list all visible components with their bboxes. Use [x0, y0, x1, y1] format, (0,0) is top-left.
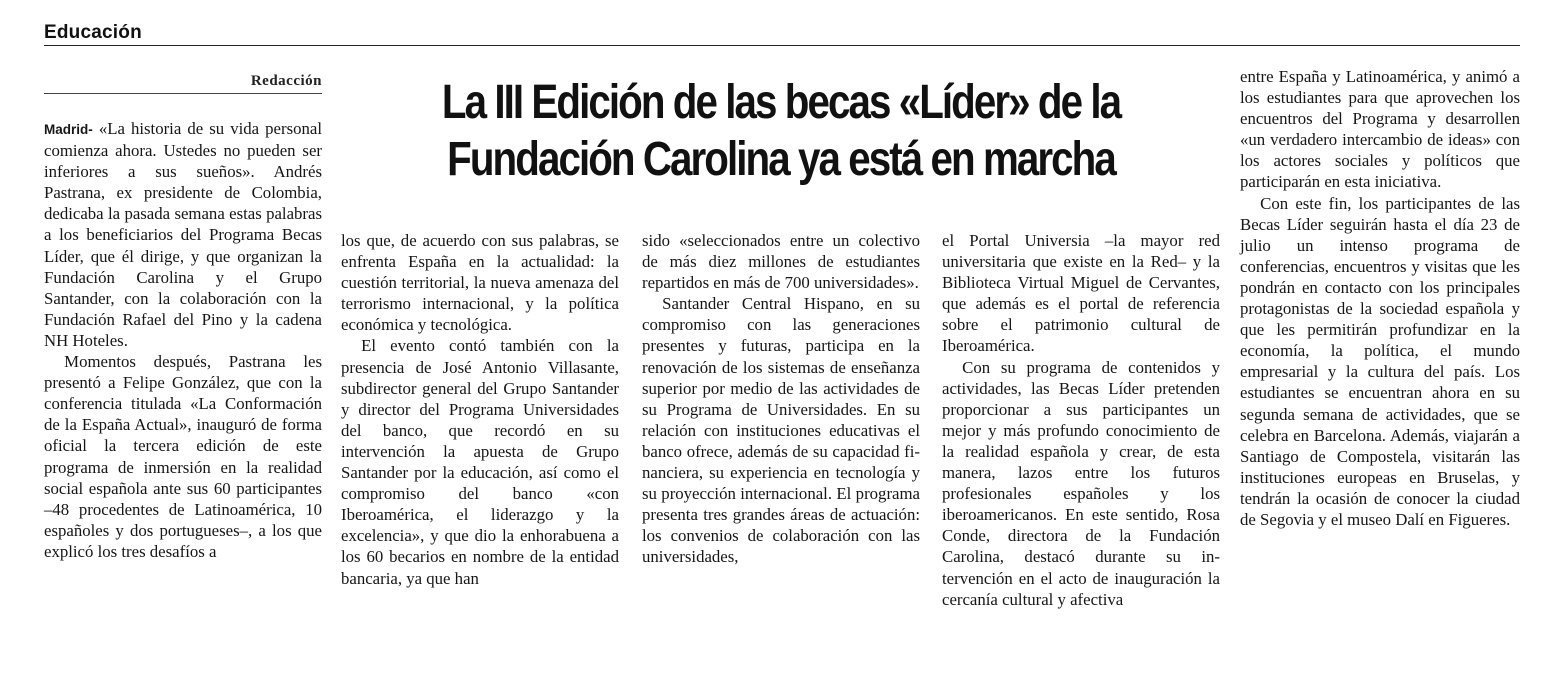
paragraph: entre España y Latinoamérica, y animó a los estudiantes para que aprovechen los encuentros del Programa y desarrollen «un verdadero intercambio de ideas» con los actores sociales y políticos que participarán en esta iniciativa.	[1240, 67, 1520, 192]
article-column-3	[642, 230, 920, 568]
paragraph: los que, de acuerdo con sus palabras, se enfrenta España en la actualidad: la cuestión territorial, la nueva amenaza del terrorismo internacional, y la política económica y tecnológica.	[341, 231, 619, 335]
headline: La III Edición de las becas «Líder» de la Fundación Carolina ya está en marcha	[441, 76, 1121, 186]
byline-rule	[44, 93, 322, 94]
byline: Redacción	[250, 73, 322, 89]
paragraph	[44, 118, 322, 351]
section-rule	[44, 45, 1520, 46]
paragraph: El evento contó también con la presencia de José Antonio Villasante, subdirector general del Grupo Santander y director del Programa Universidades del banco, que recordó en su intervención la apuesta de Grupo Santander por la educación, así como el compromiso del banco «con Iberoamérica, el liderazgo y la excelencia», y que dio la enhorabuena a los 60 becarios en nombre de la entidad bancaria, ya que han	[341, 336, 619, 588]
paragraph-text: «La historia de su vida personal comienza ahora. Ustedes no pueden ser inferiores a sus sueños». Andrés Pastrana, ex presidente de Colombia, dedicaba la pasada semana estas palabras a los beneficiarios del Programa Becas Líder, que él dirige, y que organizan la Fundación Carolina y el Grupo Santander, con la colaboración con la Fundación Rafael del Pino y la cadena NH Hoteles.	[44, 119, 322, 350]
article-column-4	[942, 230, 1220, 610]
paragraph: Momentos después, Pastrana les presentó a Felipe González, que con la conferencia titulada «La Conformación de la España Actual», inauguró de forma oficial la tercera edición de este programa de inmersión en la realidad social española ante sus 60 participantes –48 procedentes de Latinoamérica, 10 españoles y dos portugueses–, a los que explicó los tres desafíos a	[44, 352, 322, 561]
paragraph: Con este fin, los participantes de las Becas Líder seguirán hasta el día 23 de julio un intenso programa de conferencias, encuentros y visitas que les pondrán en contacto con los principales protagonistas de la sociedad española y que les permitirán profundizar en la economía, la política, el mundo empresarial y la cultura del país. Los estudiantes se encuentran ahora en su segunda semana de actividades, que se celebra en Barcelona. Además, viajarán a Santiago de Compostela, visitarán las instituciones europeas en Bruselas, y tendrán la ocasión de conocer la ciudad de Segovia y el museo Dalí en Figueres.	[1240, 193, 1520, 529]
paragraph: Con su programa de contenidos y actividades, las Becas Líder pretenden proporcionar a sus participantes un mejor y más profundo conocimiento de la realidad española y crear, de esta manera, lazos entre los futuros profesionales españoles y los iberoamericanos. En este sentido, Rosa Conde, directora de la Fundación Carolina, destacó durante su intervención en el acto de inauguración la cercanía cultural y afectiva	[942, 357, 1220, 609]
article-column-1	[44, 118, 322, 562]
paragraph: Santander Central Hispano, en su compromiso con las generaciones presentes y futuras, participa en la renovación de los sistemas de enseñanza superior por medio de las actividades de su Programa de Universidades. En su relación con instituciones educativas el banco ofrece, además de su capacidad financiera, su experiencia en tecnología y su proyección internacional. El programa presenta tres grandes áreas de actuación: los convenios de colaboración con las universidades,	[642, 294, 920, 567]
paragraph: el Portal Universia –la mayor red universitaria que existe en la Red– y la Biblioteca Virtual Miguel de Cervantes, que además es el portal de referencia sobre el patrimonio cultural de Iberoamérica.	[942, 231, 1220, 356]
paragraph: sido «seleccionados entre un colectivo de más diez millones de estudiantes repartidos en más de 700 universidades».	[642, 231, 920, 293]
section-label: Educación	[44, 22, 142, 43]
dateline: Madrid-	[44, 122, 93, 137]
article-column-2	[341, 230, 619, 589]
article-column-5	[1240, 66, 1520, 530]
